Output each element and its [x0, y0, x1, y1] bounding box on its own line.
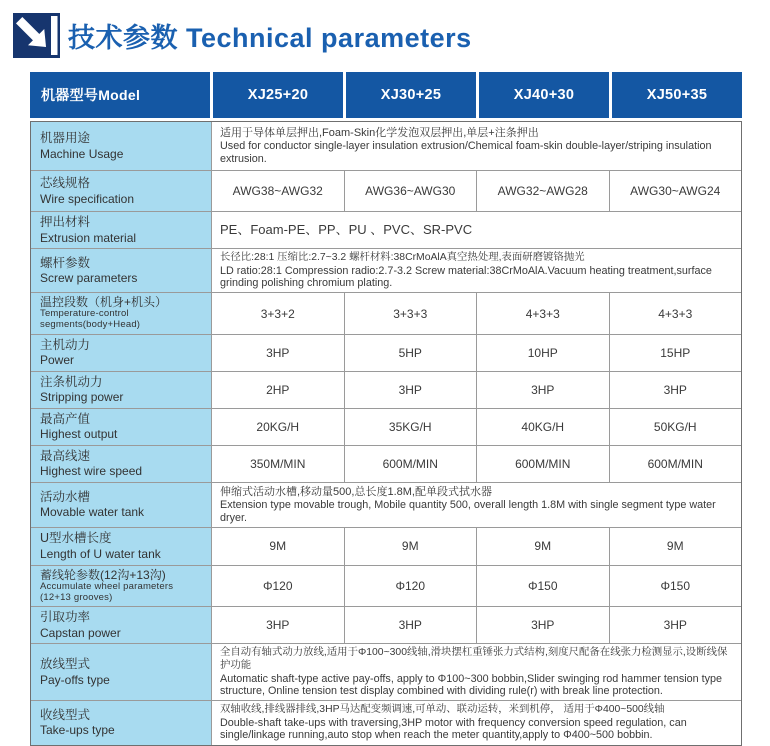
table-row [31, 334, 741, 371]
row-label-zh: 引取功率 [40, 610, 91, 625]
value-cell: 3+3+2 [211, 292, 344, 333]
value-cell: 3HP [476, 371, 609, 408]
value-cell: 600M/MIN [609, 445, 742, 482]
value-cell: 600M/MIN [476, 445, 609, 482]
page-title-zh: 技术参数 [68, 23, 178, 53]
value-cell: 600M/MIN [344, 445, 477, 482]
table-row [31, 565, 741, 606]
span-value-cell [211, 643, 741, 700]
page-title-en: Technical parameters [186, 23, 472, 53]
span-value-zh: 长径比:28:1 压缩比:2.7~3.2 螺杆材料:38CrMoAlA真空热处理,表面研磨镀铬抛光 [220, 252, 585, 264]
table-row [31, 445, 741, 482]
span-value-cell [211, 122, 741, 170]
value-cell: 3HP [344, 606, 477, 643]
row-label-cell [31, 643, 211, 700]
row-label-en: Highest output [40, 427, 118, 442]
row-label-cell [31, 527, 211, 565]
row-label-cell [31, 334, 211, 371]
row-label-cell [31, 445, 211, 482]
row-label-zh: 注条机动力 [40, 374, 103, 389]
value-cell: 35KG/H [344, 408, 477, 445]
span-value-en: Extension type movable trough, Mobile quantity 500, overall length 1.8M with single segment type water dryer. [220, 499, 716, 524]
value-cell: 9M [344, 527, 477, 565]
span-value-zh: 伸缩式活动水槽,移动量500,总长度1.8M,配单段式拭水器 [220, 485, 492, 498]
value-cell: 3HP [211, 606, 344, 643]
value-cell: AWG32~AWG28 [476, 170, 609, 211]
model-header-cell: 机器型号Model [30, 72, 210, 118]
row-label-en: Stripping power [40, 390, 124, 405]
page-title [68, 16, 472, 55]
value-cell: Φ120 [211, 565, 344, 606]
table-row [31, 408, 741, 445]
value-cell: 3HP [211, 334, 344, 371]
table-row [31, 170, 741, 211]
row-label-cell [31, 700, 211, 744]
arrow-down-right-logo-icon [13, 13, 60, 58]
row-label-en: Power [40, 353, 75, 368]
row-label-cell [31, 606, 211, 643]
row-label-cell [31, 248, 211, 292]
value-cell: 40KG/H [476, 408, 609, 445]
row-label-zh: 温控段数（机身+机头） [40, 295, 168, 310]
span-value-cell [211, 248, 741, 292]
row-label-en: Temperature-control segments(body+Head) [40, 308, 141, 331]
value-cell: 3HP [609, 371, 742, 408]
row-label-zh: 蓄线轮参数(12沟+13沟) [40, 567, 166, 582]
row-label-zh: 最高线速 [40, 448, 91, 463]
value-cell: 9M [211, 527, 344, 565]
value-cell: 3HP [476, 606, 609, 643]
value-cell: Φ120 [344, 565, 477, 606]
value-cell: 10HP [476, 334, 609, 371]
row-label-cell [31, 408, 211, 445]
value-cell: 3HP [344, 371, 477, 408]
row-label-cell [31, 292, 211, 333]
value-cell: Φ150 [609, 565, 742, 606]
span-value-cell [211, 700, 741, 744]
row-label-en: Accumulate wheel parameters (12+13 grooves) [40, 580, 174, 603]
table-row [31, 248, 741, 292]
span-value-en: Automatic shaft-type active pay-offs, apply to Φ100~300 bobbin,Slider swinging rod hammer tension type structure, Online tension test display combined with dividing rule(r) with break line protection. [220, 672, 723, 697]
row-label-zh: 主机动力 [40, 337, 91, 352]
row-label-cell [31, 482, 211, 527]
table-header-row [30, 72, 742, 118]
span-value-en: Used for conductor single-layer insulation extrusion/Chemical foam-skin double-layer/striping insulation extrusion. [220, 140, 712, 165]
value-cell: 4+3+3 [609, 292, 742, 333]
value-cell: 20KG/H [211, 408, 344, 445]
table-row [31, 643, 741, 700]
row-label-zh: 活动水槽 [40, 489, 91, 504]
row-label-en: Movable water tank [40, 505, 145, 520]
value-cell: AWG36~AWG30 [344, 170, 477, 211]
table-body [30, 121, 742, 746]
table-row [31, 527, 741, 565]
table-row [31, 371, 741, 408]
value-cell: 2HP [211, 371, 344, 408]
row-label-cell [31, 170, 211, 211]
row-label-zh: 收线型式 [40, 707, 91, 722]
value-cell: 50KG/H [609, 408, 742, 445]
row-label-zh: 放线型式 [40, 657, 91, 672]
value-cell: 3+3+3 [344, 292, 477, 333]
span-value-zh: 全自动有轴式动力放线,适用于Φ100~300线轴,滑块摆杠重锤张力式结构,刻度尺配备在线张力检测显示,设断线保护功能 [220, 647, 728, 671]
row-label-en: Screw parameters [40, 271, 138, 286]
row-label-en: Highest wire speed [40, 464, 143, 479]
span-value-cell [211, 482, 741, 527]
model-column-header: XJ25+20 [213, 72, 343, 118]
row-label-zh: 押出材料 [40, 215, 91, 229]
table-row [31, 700, 741, 744]
model-column-header: XJ40+30 [479, 72, 609, 118]
span-value-zh: 适用于导体单层押出,Foam-Skin化学发泡双层押出,单层+注条押出 [220, 127, 539, 139]
row-label-en: Wire specification [40, 191, 135, 206]
span-value-en: Double-shaft take-ups with traversing,3HP motor with frequency conversion speed regulation, can single/linkage running,auto stop when reach the meter quantity,apply to Φ400~500 bobbin. [220, 716, 687, 742]
value-cell: 9M [609, 527, 742, 565]
value-cell: 4+3+3 [476, 292, 609, 333]
value-cell: AWG30~AWG24 [609, 170, 742, 211]
row-label-zh: 最高产值 [40, 411, 91, 426]
row-label-cell [31, 122, 211, 170]
value-cell: 9M [476, 527, 609, 565]
value-cell: 5HP [344, 334, 477, 371]
row-label-en: Take-ups type [40, 723, 115, 738]
page-header [0, 0, 770, 62]
value-cell: 3HP [609, 606, 742, 643]
row-label-zh: 螺杆参数 [40, 255, 91, 270]
row-label-zh: 芯线规格 [40, 175, 91, 190]
span-value-zh: PE、Foam-PE、PP、PU 、PVC、SR-PVC [220, 222, 473, 238]
model-column-header: XJ50+35 [612, 72, 742, 118]
table-row [31, 292, 741, 333]
row-label-en: Machine Usage [40, 146, 124, 161]
row-label-en: Extrusion material [40, 230, 137, 245]
value-cell: AWG38~AWG32 [211, 170, 344, 211]
row-label-cell [31, 371, 211, 408]
value-cell: 15HP [609, 334, 742, 371]
row-label-zh: 机器用途 [40, 130, 91, 145]
row-label-en: Capstan power [40, 625, 121, 640]
table-row [31, 122, 741, 170]
model-column-header: XJ30+25 [346, 72, 476, 118]
technical-parameters-table [30, 72, 742, 746]
span-value-zh: 双轴收线,排线器排线,3HP马达配变频调速,可单动、联动运转，米到机停， 适用于Φ400~500线轴 [220, 704, 665, 716]
row-label-en: Pay-offs type [40, 672, 110, 687]
table-row [31, 482, 741, 527]
table-row [31, 606, 741, 643]
span-value-en: LD ratio:28:1 Compression radio:2.7-3.2 Screw material:38CrMoAlA.Vacuum heating treatment,surface grinding polishing chromium plating. [220, 264, 712, 289]
span-value-cell [211, 211, 741, 248]
row-label-cell [31, 565, 211, 606]
value-cell: Φ150 [476, 565, 609, 606]
row-label-zh: U型水槽长度 [40, 531, 112, 546]
row-label-en: Length of U water tank [40, 546, 161, 561]
row-label-cell [31, 211, 211, 248]
value-cell: 350M/MIN [211, 445, 344, 482]
table-row [31, 211, 741, 248]
